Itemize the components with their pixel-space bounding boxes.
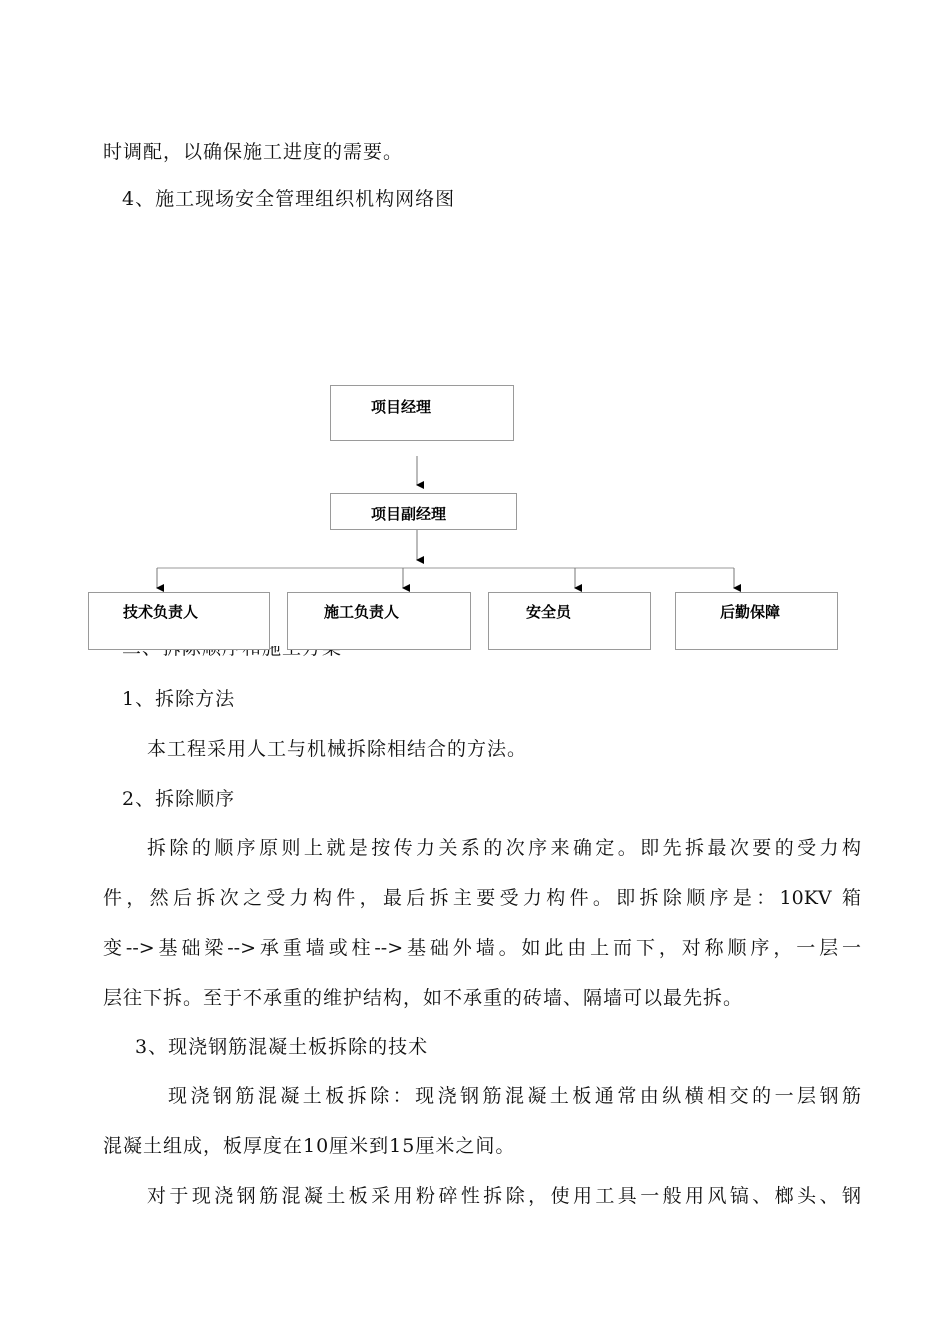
paragraph-line: 拆除的顺序原则上就是按传力关系的次序来确定。即先拆最次要的受力构 [147, 837, 861, 859]
paragraph-line: 现浇钢筋混凝土板拆除：现浇钢筋混凝土板通常由纵横相交的一层钢筋 [168, 1085, 861, 1107]
org-label: 后勤保障 [720, 604, 781, 621]
paragraph-line: 混凝土组成，板厚度在10厘米到15厘米之间。 [103, 1135, 516, 1157]
paragraph-line: 本工程采用人工与机械拆除相结合的方法。 [147, 738, 528, 760]
paragraph-line: 对于现浇钢筋混凝土板采用粉碎性拆除，使用工具一般用风镐、榔头、钢 [147, 1185, 861, 1207]
org-box-safety-officer [488, 592, 651, 650]
paragraph-line: 件，然后拆次之受力构件，最后拆主要受力构件。即拆除顺序是：10KV 箱 [103, 887, 861, 909]
heading-sequence: 2、拆除顺序 [122, 788, 236, 810]
org-label: 安全员 [526, 604, 572, 621]
paragraph-line: 变-->基础梁-->承重墙或柱-->基础外墙。如此由上而下，对称顺序，一层一 [103, 937, 861, 959]
heading-org-chart: 4、施工现场安全管理组织机构网络图 [122, 188, 456, 210]
org-label: 项目副经理 [371, 506, 447, 523]
org-label: 施工负责人 [324, 604, 400, 621]
org-box-tech-lead [88, 592, 270, 650]
paragraph-line: 层往下拆。至于不承重的维护结构，如不承重的砖墙、隔墙可以最先拆。 [103, 987, 744, 1009]
org-box-deputy-manager [330, 493, 517, 530]
org-label: 技术负责人 [123, 604, 199, 621]
org-box-construction-lead [287, 592, 471, 650]
org-box-project-manager [330, 385, 514, 441]
org-label: 项目经理 [371, 399, 432, 416]
heading-technique: 3、现浇钢筋混凝土板拆除的技术 [135, 1036, 429, 1058]
org-box-logistics [675, 592, 838, 650]
heading-method: 1、拆除方法 [122, 688, 236, 710]
paragraph-line: 时调配，以确保施工进度的需要。 [103, 141, 404, 163]
